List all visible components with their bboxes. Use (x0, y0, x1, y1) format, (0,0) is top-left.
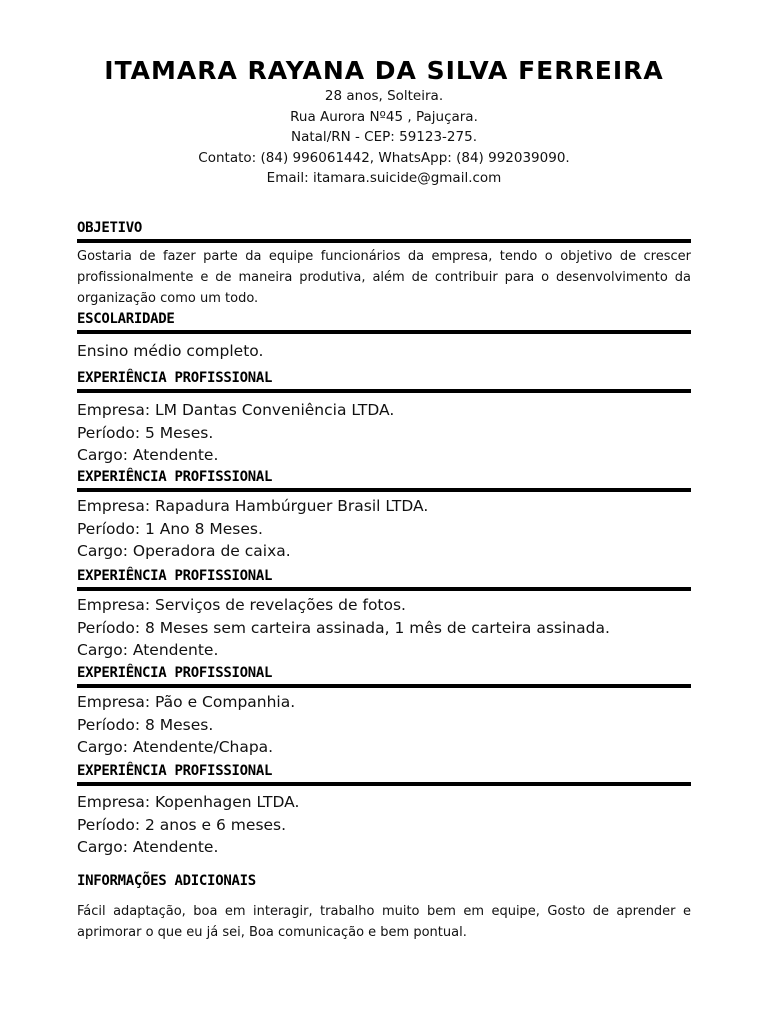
section-heading: ESCOLARIDADE (77, 311, 175, 327)
experience-lines (77, 399, 691, 467)
section-divider (77, 488, 691, 492)
section-heading: EXPERIÊNCIA PROFISSIONAL (77, 370, 273, 386)
section-heading: EXPERIÊNCIA PROFISSIONAL (77, 568, 273, 584)
section-escolaridade (77, 309, 691, 363)
city-cep: Natal/RN - CEP: 59123-275. (291, 129, 477, 145)
email: Email: itamara.suicide@gmail.com (266, 170, 502, 186)
section-heading: EXPERIÊNCIA PROFISSIONAL (77, 763, 273, 779)
section-objetivo (77, 218, 691, 309)
experience-period: Período: 8 Meses sem carteira assinada, 1 mês de carteira assinada. (77, 618, 610, 637)
experience-lines (77, 495, 691, 563)
objective-text: Gostaria de fazer parte da equipe funcionários da empresa, tendo o objetivo de crescer profissionalmente e de maneira produtiva, além de contribuir para o desenvolvimento da organização como um todo. (77, 249, 691, 306)
section-experiencia-5 (77, 761, 691, 859)
experience-role: Cargo: Atendente. (77, 838, 219, 856)
section-experiencia-2 (77, 467, 691, 563)
experience-role: Cargo: Operadora de caixa. (77, 542, 291, 560)
experience-role: Cargo: Atendente. (77, 641, 219, 659)
section-heading: EXPERIÊNCIA PROFISSIONAL (77, 665, 273, 681)
candidate-name: ITAMARA RAYANA DA SILVA FERREIRA (104, 56, 664, 85)
section-heading: OBJETIVO (77, 220, 143, 236)
section-heading: EXPERIÊNCIA PROFISSIONAL (77, 469, 273, 485)
section-experiencia-3 (77, 566, 691, 662)
section-heading: INFORMAÇÕES ADICIONAIS (77, 873, 256, 889)
experience-company: Empresa: Kopenhagen LTDA. (77, 793, 300, 811)
experience-company: Empresa: Rapadura Hambúrguer Brasil LTDA. (77, 497, 429, 515)
additional-info-text: Fácil adaptação, boa em interagir, trabalho muito bem em equipe, Gosto de aprender e aprimorar o que eu já sei, Boa comunicação e bem pontual. (77, 904, 691, 940)
experience-role: Cargo: Atendente/Chapa. (77, 738, 274, 756)
experience-lines (77, 791, 691, 859)
section-divider (77, 389, 691, 393)
experience-period: Período: 2 anos e 6 meses. (77, 815, 287, 834)
address: Rua Aurora Nº45 , Pajuçara. (290, 108, 478, 125)
section-experiencia-1 (77, 368, 691, 467)
experience-company: Empresa: LM Dantas Conveniência LTDA. (77, 401, 395, 419)
experience-company: Empresa: Pão e Companhia. (77, 693, 296, 711)
experience-period: Período: 8 Meses. (77, 715, 214, 734)
education-lines (77, 340, 691, 363)
experience-role: Cargo: Atendente. (77, 446, 219, 464)
section-experiencia-4 (77, 663, 691, 759)
experience-period: Período: 1 Ano 8 Meses. (77, 519, 263, 538)
experience-period: Período: 5 Meses. (77, 423, 214, 442)
experience-lines (77, 691, 691, 759)
contact-block (0, 86, 768, 189)
section-divider (77, 782, 691, 786)
section-divider (77, 239, 691, 243)
section-divider (77, 587, 691, 591)
section-adicionais (77, 871, 691, 943)
section-divider (77, 330, 691, 334)
experience-company: Empresa: Serviços de revelações de fotos. (77, 596, 406, 614)
education-line: Ensino médio completo. (77, 342, 264, 360)
phone-contact: Contato: (84) 996061442, WhatsApp: (84) 992039090. (198, 149, 570, 166)
section-divider (77, 684, 691, 688)
age-status: 28 anos, Solteira. (324, 88, 444, 104)
experience-lines (77, 594, 691, 662)
